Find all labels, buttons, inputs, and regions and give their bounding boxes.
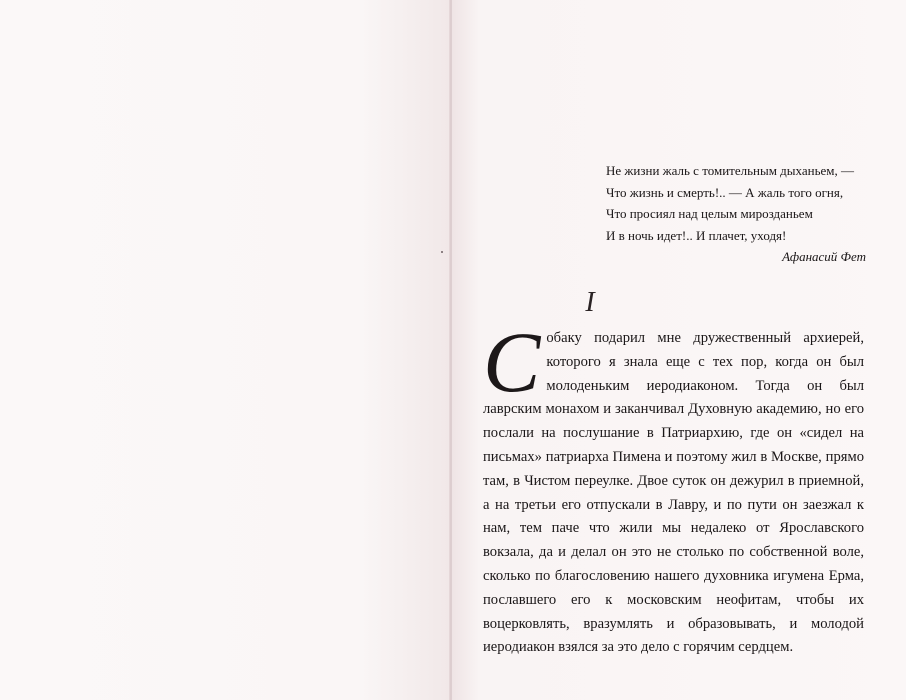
epigraph-line: Что просиял над целым мирозданьем <box>606 206 813 221</box>
epigraph-author: Афанасий Фет <box>782 249 866 264</box>
left-page-blank <box>0 0 450 700</box>
paper-speck <box>441 251 443 253</box>
chapter-body <box>483 314 864 660</box>
epigraph-line: Что жизнь и смерть!.. — А жаль того огня, <box>606 184 844 200</box>
epigraph-line: И в ночь идет!.. И плачет, уходя! <box>606 227 787 243</box>
epigraph-line: Не жизни жаль с томительным дыханьем, — <box>606 163 855 178</box>
chapter-number-text: I <box>585 287 595 318</box>
epigraph <box>606 160 866 268</box>
body-paragraph: обаку подарил мне дружественный архиерей, которого я знала еще с тех пор, когда он был молоденьким иеродиаконом. Тогда он был лаврским монахом и заканчивал Духовную академию, но его послали на послушание в Патриархию, где он «сидел на письмах» патриарха Пимена и поэтому жил в Москве, прямо там, в Чистом переулке. Двое суток он дежурил в приемной, а на третьи его отпускали в Лавру, и по пути он заезжал к нам, тем паче что жили мы недалеко от Ярославского вокзала, да и делал он это не столько по собственной воле, сколько по благословению нашего духовника игумена Ерма, пославшего его к московским неофитам, чтобы их воцерковлять, вразумлять и образовывать, и молодой иеродиакон взялся за это дело с горячим сердцем. <box>483 330 864 656</box>
chapter-number <box>0 288 906 318</box>
drop-cap: С <box>483 314 541 410</box>
